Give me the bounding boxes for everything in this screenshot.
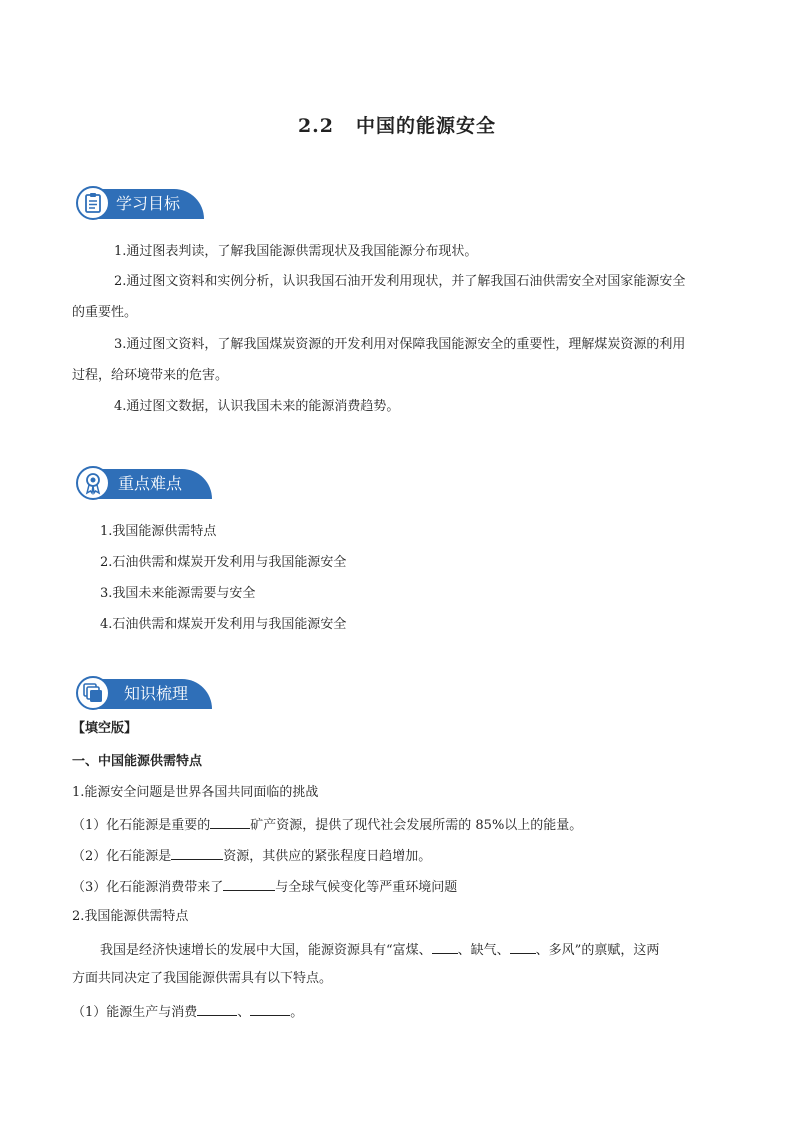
section-badge-goals [76,186,206,222]
chapter-title: 中国的能源安全 [356,115,497,137]
goal-item-4: 4.通过图文数据，认识我国未来的能源消费趋势。 [114,399,400,414]
answer-blank-1[interactable] [210,814,250,829]
answer-blank-5[interactable] [510,939,536,954]
goal-item-2-line-1: 2.通过图文资料和实例分析，认识我国石油开发利用现状，并了解我国石油供需安全对国家能源安全 [114,274,686,289]
goal-item-3-line-1: 3.通过图文资料，了解我国煤炭资源的开发利用对保障我国能源安全的重要性，理解煤炭资源的利用 [114,337,686,352]
section-title-keys: 重点难点 [118,474,183,493]
section-title-goals: 学习目标 [116,194,181,213]
key-item-4: 4.石油供需和煤炭开发利用与我国能源安全 [100,617,347,632]
key-item-1: 1.我国能源供需特点 [100,524,217,539]
chapter-number: 2.2 [297,115,335,137]
clipboard-icon [76,186,110,220]
paragraph-line-2: 方面共同决定了我国能源供需具有以下特点。 [72,971,333,986]
award-ribbon-icon [76,466,110,500]
answer-blank-6[interactable] [197,1001,237,1016]
answer-blank-4[interactable] [432,939,458,954]
point-1: 1.能源安全问题是世界各国共同面临的挑战 [72,785,319,800]
version-label: 【填空版】 [72,721,138,736]
goal-item-3-line-2: 过程，给环境带来的危害。 [72,368,229,383]
answer-blank-7[interactable] [250,1001,290,1016]
section-title-knowledge: 知识梳理 [124,684,189,703]
stacked-pages-icon [76,676,110,710]
fill-question-1: （1）化石能源是重要的 矿产资源，提供了现代社会发展所需的 85%以上的能量。 [72,814,582,836]
section-badge-keys [76,466,214,502]
goal-item-2-line-2: 的重要性。 [72,305,138,320]
fill-question-4: （1）能源生产与消费 、 。 [72,1001,303,1023]
heading-supply-demand: 一、中国能源供需特点 [72,754,203,769]
fill-question-3: （3）化石能源消费带来了 与全球气候变化等严重环境问题 [72,876,457,898]
answer-blank-3[interactable] [223,876,275,891]
answer-blank-2[interactable] [171,845,223,860]
goal-item-1: 1.通过图表判读，了解我国能源供需现状及我国能源分布现状。 [114,244,478,259]
key-item-2: 2.石油供需和煤炭开发利用与我国能源安全 [100,555,347,570]
paragraph-line-1: 我国是经济快速增长的发展中大国，能源资源具有“富煤、 、缺气、 、多风”的禀赋，这两 [100,939,659,961]
section-badge-knowledge [76,676,214,712]
point-2: 2.我国能源供需特点 [72,909,189,924]
fill-question-2: （2）化石能源是 资源，其供应的紧张程度日趋增加。 [72,845,431,867]
page-title [0,111,794,138]
key-item-3: 3.我国未来能源需要与安全 [100,586,256,601]
